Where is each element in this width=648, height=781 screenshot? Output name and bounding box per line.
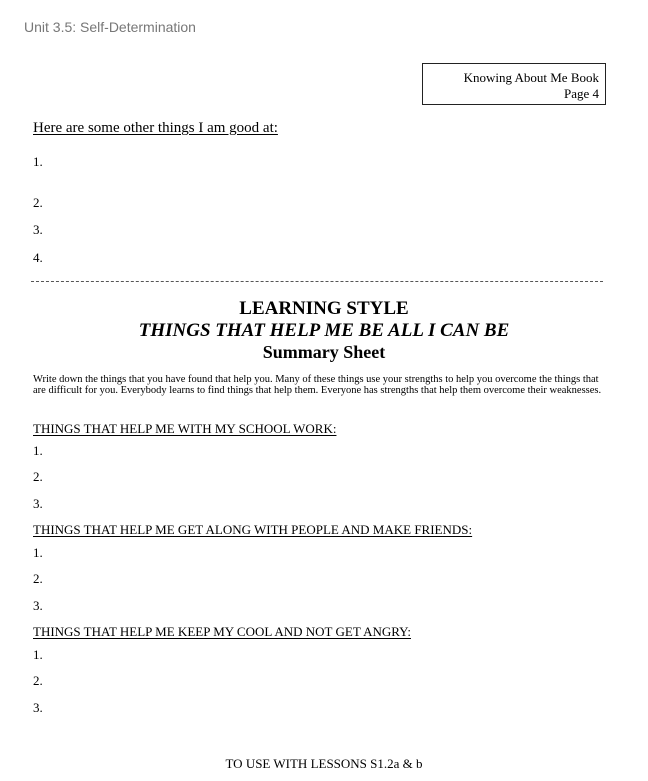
friends-item-2: 2. — [33, 571, 43, 586]
unit-title: Unit 3.5: Self-Determination — [24, 19, 196, 35]
summary-title-learning-style: LEARNING STYLE — [239, 298, 409, 319]
section-keep-cool-heading: THINGS THAT HELP ME KEEP MY COOL AND NOT GET ANGRY: — [33, 624, 411, 639]
keep-cool-item-3: 3. — [33, 700, 43, 715]
summary-title-things-that-help: THINGS THAT HELP ME BE ALL I CAN BE — [138, 320, 510, 341]
good-at-item-4: 4. — [33, 250, 43, 265]
good-at-item-1: 1. — [33, 154, 43, 169]
good-at-item-2: 2. — [33, 195, 43, 210]
book-page-box — [422, 63, 606, 105]
footer-lessons: TO USE WITH LESSONS S1.2a & b — [225, 756, 423, 771]
good-at-label: Here are some other things I am good at: — [33, 120, 278, 136]
dashed-divider — [31, 281, 603, 282]
section-school-work-heading: THINGS THAT HELP ME WITH MY SCHOOL WORK: — [33, 421, 337, 436]
school-work-item-3: 3. — [33, 496, 43, 511]
school-work-item-2: 2. — [33, 469, 43, 484]
section-friends-heading: THINGS THAT HELP ME GET ALONG WITH PEOPLE AND MAKE FRIENDS: — [33, 522, 473, 537]
good-at-item-3: 3. — [33, 222, 43, 237]
summary-title-sheet: Summary Sheet — [262, 342, 386, 362]
keep-cool-item-1: 1. — [33, 647, 43, 662]
friends-item-1: 1. — [33, 545, 43, 560]
keep-cool-item-2: 2. — [33, 673, 43, 688]
school-work-item-1: 1. — [33, 443, 43, 458]
book-title: Knowing About Me Book — [463, 70, 599, 85]
friends-item-3: 3. — [33, 598, 43, 613]
instructions-paragraph: Write down the things that you have found that help you. Many of these things use your strengths to help you overcome the things that are difficult for you. Everybody learns to find things that help them. Everyone has strengths that help them overcome their weaknesses. — [33, 374, 602, 396]
page-number: Page 4 — [563, 86, 599, 101]
